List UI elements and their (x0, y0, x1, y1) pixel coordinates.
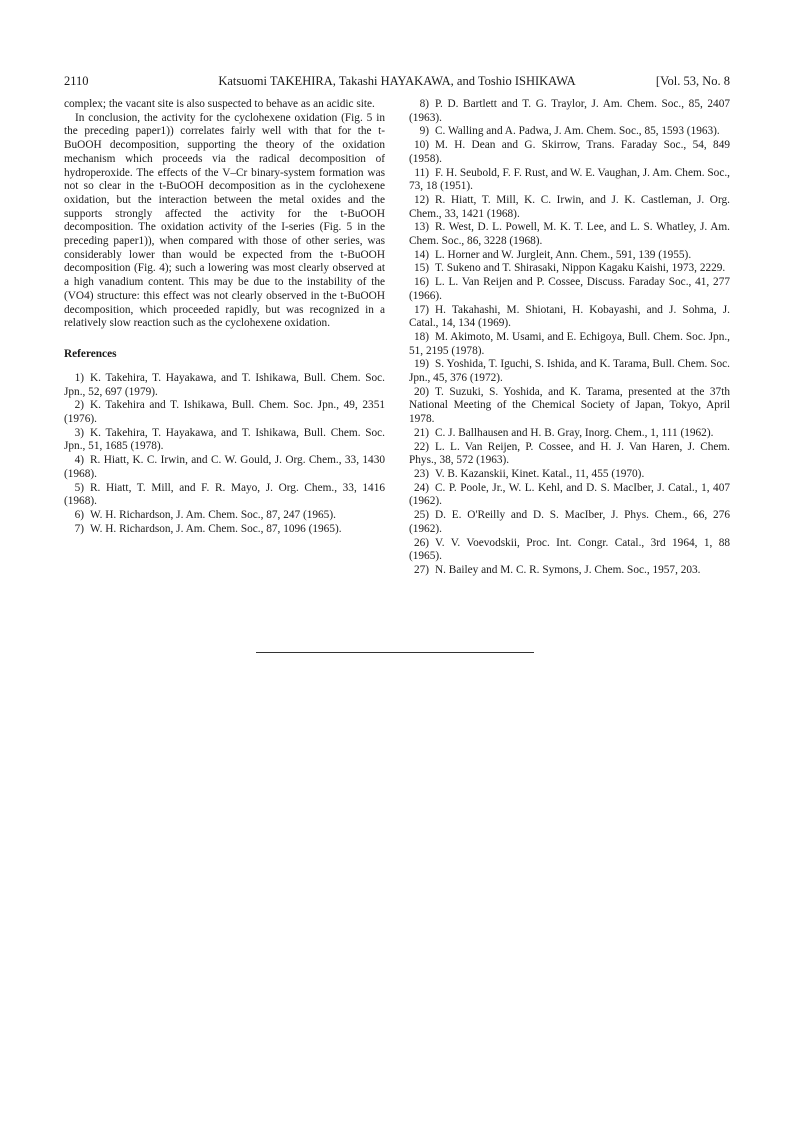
reference-item: 1) K. Takehira, T. Hayakawa, and T. Ishikawa, Bull. Chem. Soc. Jpn., 52, 697 (1979). (64, 371, 385, 398)
reference-item: 23) V. B. Kazanskii, Kinet. Katal., 11, 455 (1970). (413, 467, 645, 480)
reference-item: 6) W. H. Richardson, J. Am. Chem. Soc., 87, 247 (1965). (74, 508, 336, 521)
reference-item: 8) P. D. Bartlett and T. G. Traylor, J. Am. Chem. Soc., 85, 2407 (1963). (409, 98, 730, 124)
reference-item: 11) F. H. Seubold, F. F. Rust, and W. E. Vaughan, J. Am. Chem. Soc., 73, 18 (1951). (409, 166, 730, 193)
references-heading: References (64, 347, 117, 360)
reference-item: 21) C. J. Ballhausen and H. B. Gray, Inorg. Chem., 1, 111 (1962). (413, 426, 714, 439)
reference-item: 12) R. Hiatt, T. Mill, K. C. Irwin, and J. K. Castleman, J. Org. Chem., 33, 1421 (1968). (409, 193, 730, 220)
end-rule (256, 652, 534, 653)
reference-item: 5) R. Hiatt, T. Mill, and F. R. Mayo, J. Org. Chem., 33, 1416 (1968). (64, 481, 385, 508)
reference-item: 2) K. Takehira and T. Ishikawa, Bull. Chem. Soc. Jpn., 49, 2351 (1976). (64, 399, 385, 426)
right-column (409, 98, 730, 578)
paragraph-conclusion: In conclusion, the activity for the cyclohexene oxidation (Fig. 5 in the preceding paper1)) correlates fairly well with that for the t-BuOOH decomposition, supporting the theory of the oxidation mechanism which proceeds via the radical decomposition of hydroperoxide. The effects of the V–Cr binary-system formation was not so clear in the t-BuOOH decomposition as in the cyclohexene oxidation, but the interaction between the metal oxides and the supports strongly affected the activity for the t-BuOOH decomposition. The oxidation activity of the I-series (Fig. 5 in the preceding paper1)), when compared with those of other series, was considerably lower than would be expected from the t-BuOOH decomposition (Fig. 4); such a lowering was most clearly observed at a high vanadium content. This may be due to the instability of the (VO4) structure: this effect was not clearly observed in the t-BuOOH decomposition, which proceeded rapidly, but was recognized in a relatively slow reaction such as the cyclohexene oxidation. (64, 111, 385, 330)
references-list-left (64, 372, 385, 536)
reference-item: 22) L. L. Van Reijen, P. Cossee, and H. J. Van Haren, J. Chem. Phys., 38, 572 (1963). (409, 440, 730, 467)
reference-item: 17) H. Takahashi, M. Shiotani, H. Kobayashi, and J. Sohma, J. Catal., 14, 134 (1969). (409, 303, 730, 330)
reference-item: 18) M. Akimoto, M. Usami, and E. Echigoya, Bull. Chem. Soc. Jpn., 51, 2195 (1978). (409, 330, 730, 357)
page-number: 2110 (64, 74, 89, 88)
reference-item: 24) C. P. Poole, Jr., W. L. Kehl, and D. S. MacIber, J. Catal., 1, 407 (1962). (409, 481, 730, 508)
reference-item: 13) R. West, D. L. Powell, M. K. T. Lee, and L. S. Whatley, J. Am. Chem. Soc., 86, 3228 (1968). (409, 221, 730, 248)
reference-item: 10) M. H. Dean and G. Skirrow, Trans. Faraday Soc., 54, 849 (1958). (409, 139, 730, 165)
paragraph-1: complex; the vacant site is also suspected to behave as an acidic site. (64, 98, 375, 110)
reference-item: 3) K. Takehira, T. Hayakawa, and T. Ishikawa, Bull. Chem. Soc. Jpn., 51, 1685 (1978). (64, 426, 385, 453)
reference-item: 19) S. Yoshida, T. Iguchi, S. Ishida, and K. Tarama, Bull. Chem. Soc. Jpn., 45, 376 (1972). (409, 358, 730, 385)
running-header-authors: Katsuomi TAKEHIRA, Takashi HAYAKAWA, and Toshio ISHIKAWA (218, 74, 576, 88)
reference-item: 14) L. Horner and W. Jurgleit, Ann. Chem., 591, 139 (1955). (413, 248, 692, 261)
reference-item: 25) D. E. O'Reilly and D. S. MacIber, J. Phys. Chem., 66, 276 (1962). (409, 509, 730, 535)
reference-item: 16) L. L. Van Reijen and P. Cossee, Discuss. Faraday Soc., 41, 277 (1966). (409, 276, 730, 302)
reference-item: 26) V. V. Voevodskii, Proc. Int. Congr. Catal., 3rd 1964, 1, 88 (1965). (409, 536, 730, 563)
reference-item: 15) T. Sukeno and T. Shirasaki, Nippon Kagaku Kaishi, 1973, 2229. (413, 262, 726, 275)
reference-item: 4) R. Hiatt, K. C. Irwin, and C. W. Gould, J. Org. Chem., 33, 1430 (1968). (64, 454, 385, 480)
running-header (64, 72, 730, 90)
reference-item: 7) W. H. Richardson, J. Am. Chem. Soc., 87, 1096 (1965). (74, 522, 342, 535)
reference-item: 27) N. Bailey and M. C. R. Symons, J. Chem. Soc., 1957, 203. (413, 563, 701, 576)
volume-info: [Vol. 53, No. 8 (655, 74, 730, 88)
body-text (64, 98, 385, 331)
reference-item: 9) C. Walling and A. Padwa, J. Am. Chem. Soc., 85, 1593 (1963). (419, 125, 720, 138)
reference-item: 20) T. Suzuki, S. Yoshida, and K. Tarama, presented at the 37th National Meeting of the Chemical Society of Japan, Tokyo, April 1978. (409, 385, 730, 426)
references-list-right (409, 98, 730, 578)
left-column (64, 98, 385, 536)
